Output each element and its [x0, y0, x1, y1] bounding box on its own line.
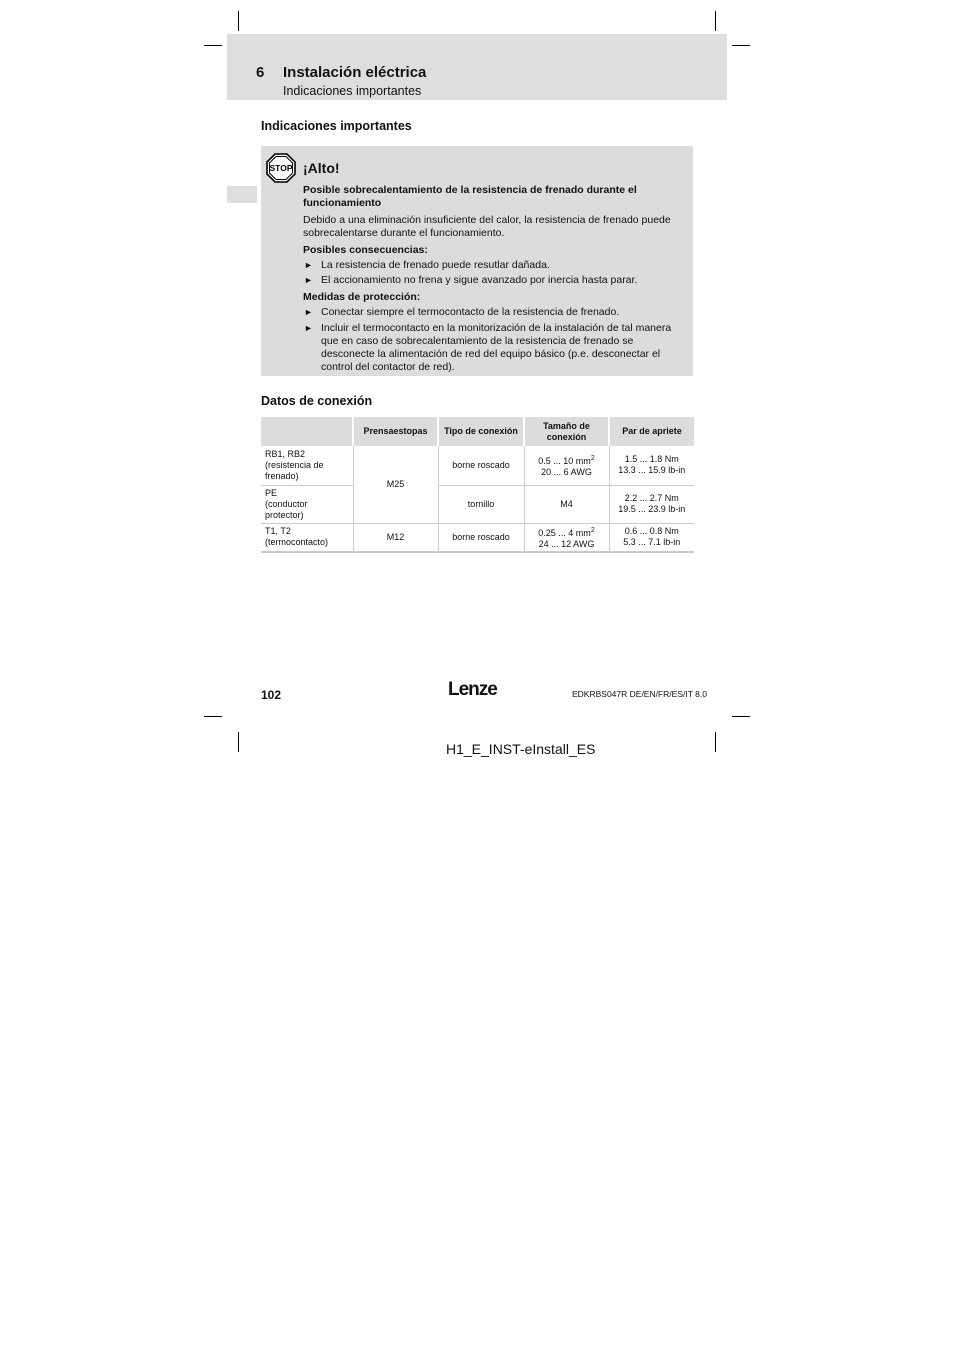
list-item: ► El accionamiento no frena y sigue avanzado por inercia hasta parar. [304, 274, 638, 286]
crop-mark [732, 716, 750, 717]
connection-data-table [261, 417, 694, 553]
table-row [261, 523, 694, 552]
arrow-bullet-icon: ► [304, 323, 313, 333]
list-item: ► Incluir el termocontacto en la monitorización de la instalación de tal manera que en caso de sobrecalentamiento de la resistencia de frenado se desconecte la alimentación de red del equipo básico (p.e. desconectar el control del contactor de red). [304, 322, 672, 373]
type-cell: borne roscado [438, 446, 524, 485]
crop-mark [732, 45, 750, 46]
warning-body [303, 184, 689, 374]
page-number: 102 [261, 688, 282, 702]
section-title: Datos de conexión [261, 394, 373, 408]
gland-cell: M25 [353, 446, 438, 523]
arrow-bullet-icon: ► [304, 275, 313, 285]
crop-mark [238, 732, 239, 752]
type-cell: borne roscado [438, 523, 524, 552]
chapter-title: Instalación eléctrica [283, 64, 427, 81]
gland-cell: M12 [353, 523, 438, 552]
terminal-cell: T1, T2 (termocontacto) [261, 523, 353, 552]
measures-label: Medidas de protección: [303, 291, 421, 303]
chapter-subtitle: Indicaciones importantes [283, 84, 422, 98]
size-cell: 0.5 ... 10 $mm^2$ 20 ... 6 AWG [524, 446, 609, 485]
table-row [261, 446, 694, 485]
list-item: ► Conectar siempre el termocontacto de la resistencia de frenado. [304, 306, 620, 318]
side-tab-marker [227, 186, 257, 203]
torque-cell: 0.6 ... 0.8 Nm 5.3 ... 7.1 lb-in [609, 523, 694, 552]
size-cell: M4 [524, 485, 609, 523]
table-header-cell: Par de apriete [609, 417, 694, 446]
type-cell: tornillo [438, 485, 524, 523]
terminal-cell: PE (conductor protector) [261, 485, 353, 523]
table-header-cell: Tipo de conexión [438, 417, 524, 446]
crop-mark [204, 716, 222, 717]
table-header-cell: Tamaño de conexión [524, 417, 609, 446]
document-id: EDKRBS047R DE/EN/FR/ES/IT 8.0 [572, 689, 707, 699]
crop-mark [204, 45, 222, 46]
terminal-cell: RB1, RB2 (resistencia de frenado) [265, 448, 324, 481]
crop-mark [238, 11, 239, 31]
torque-cell: 1.5 ... 1.8 Nm 13.3 ... 15.9 lb-in [609, 446, 694, 485]
crop-mark [715, 732, 716, 752]
table-header-row [261, 417, 694, 446]
consequences-label: Posibles consecuencias: [303, 244, 428, 256]
arrow-bullet-icon: ► [304, 307, 313, 317]
table-header-cell: Prensaestopas [353, 417, 438, 446]
size-cell: 0.25 ... 4 $mm^2$ 24 ... 12 AWG [524, 523, 609, 552]
table-header-cell [261, 417, 353, 446]
section-title: Indicaciones importantes [261, 119, 412, 133]
torque-cell: 2.2 ... 2.7 Nm 19.5 ... 23.9 lb-in [609, 485, 694, 523]
stop-sign-text: STOP [269, 163, 293, 173]
stop-sign-icon [266, 153, 296, 183]
chapter-number: 6 [256, 64, 265, 81]
arrow-bullet-icon: ► [304, 260, 313, 270]
warning-text: Debido a una eliminación insuficiente del calor, la resistencia de frenado puede sobrecalentarse durante el funcionamiento. [303, 214, 671, 239]
footer-label: H1_E_INST-eInstall_ES [446, 741, 596, 757]
warning-heading: Posible sobrecalentamiento de la resistencia de frenado durante el funcionamiento [303, 184, 637, 209]
crop-mark [715, 11, 716, 31]
warning-title: ¡Alto! [303, 160, 340, 176]
table-row [261, 485, 694, 523]
lenze-logo: Lenze [448, 679, 497, 700]
list-item: ► La resistencia de frenado puede resutlar dañada. [304, 259, 550, 271]
